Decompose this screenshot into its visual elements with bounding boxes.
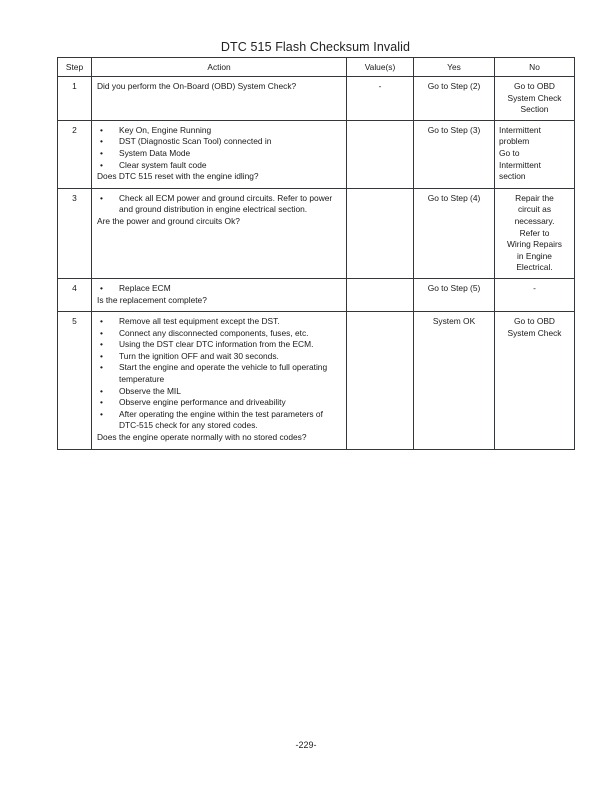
diagnostic-table — [57, 57, 575, 450]
action-bullet-item — [97, 160, 342, 172]
cell-no-line: circuit as — [517, 204, 552, 215]
column-header-action: Action — [92, 58, 347, 77]
action-bullet-item — [97, 148, 342, 160]
action-bullet-text: Turn the ignition OFF and wait 30 seconds. — [119, 350, 279, 361]
cell-step: 3 — [58, 188, 92, 278]
cell-action — [92, 188, 347, 278]
action-bullet-text: Replace ECM — [119, 282, 171, 293]
bullet-icon: • — [100, 362, 103, 373]
cell-no-line: in Engine — [517, 250, 552, 261]
cell-yes: System OK — [414, 312, 495, 450]
action-bullet-text: DST (Diagnostic Scan Tool) connected in — [119, 136, 272, 147]
action-bullet-text: Check all ECM power and ground circuits. Refer to power and ground distribution in engine electrical section. — [119, 192, 333, 215]
action-bullet-text: Using the DST clear DTC information from the ECM. — [119, 339, 314, 350]
action-bullet-item — [97, 397, 342, 409]
action-question-text: Are the power and ground circuits Ok? — [97, 215, 240, 226]
bullet-icon: • — [100, 316, 103, 327]
action-bullet-item — [97, 125, 342, 137]
table-header-row — [58, 58, 575, 77]
cell-step: 5 — [58, 312, 92, 450]
cell-value — [347, 278, 414, 311]
cell-no — [495, 77, 575, 121]
action-bullet-list — [97, 316, 342, 432]
cell-yes: Go to Step (5) — [414, 278, 495, 311]
cell-no-line: Wiring Repairs — [507, 239, 562, 250]
action-bullet-item — [97, 351, 342, 363]
action-question-text: Does the engine operate normally with no stored codes? — [97, 432, 307, 443]
bullet-icon: • — [100, 192, 103, 203]
action-bullet-item — [97, 362, 342, 385]
action-bullet-item — [97, 193, 342, 216]
bullet-icon: • — [100, 408, 103, 419]
page-number: -229- — [295, 740, 317, 750]
cell-step: 2 — [58, 120, 92, 188]
bullet-icon: • — [100, 136, 103, 147]
cell-step: 1 — [58, 77, 92, 121]
action-bullet-text: Clear system fault code — [119, 159, 207, 170]
action-bullet-list — [97, 283, 342, 295]
action-bullet-item — [97, 409, 342, 432]
bullet-icon: • — [100, 397, 103, 408]
action-bullet-text: Remove all test equipment except the DST. — [119, 316, 280, 327]
table-header — [58, 58, 575, 77]
action-question-text: Does DTC 515 reset with the engine idling? — [97, 171, 259, 182]
column-header-no: No — [495, 58, 575, 77]
cell-yes: Go to Step (3) — [414, 120, 495, 188]
table-row — [58, 278, 575, 311]
cell-action — [92, 120, 347, 188]
cell-no-line: Repair the — [515, 192, 554, 203]
cell-action — [92, 278, 347, 311]
page-title: DTC 515 Flash Checksum Invalid — [220, 40, 411, 54]
cell-value — [347, 120, 414, 188]
action-bullet-item — [97, 316, 342, 328]
cell-no-line: Go to OBD — [514, 316, 555, 327]
table-row — [58, 312, 575, 450]
cell-no-line: System Check — [507, 327, 562, 338]
cell-no-line: section — [499, 171, 526, 182]
cell-no-line: Go to — [499, 147, 520, 158]
cell-no-line: - — [533, 282, 536, 293]
column-header-yes: Yes — [414, 58, 495, 77]
action-bullet-list — [97, 193, 342, 216]
table-row — [58, 188, 575, 278]
bullet-icon: • — [100, 385, 103, 396]
cell-action — [92, 77, 347, 121]
action-question-text: Did you perform the On-Board (OBD) System Check? — [97, 81, 297, 91]
cell-no-line: problem — [499, 136, 530, 147]
action-bullet-text: Observe engine performance and driveability — [119, 397, 286, 408]
table-body — [58, 77, 575, 450]
bullet-icon: • — [100, 339, 103, 350]
action-bullet-item — [97, 339, 342, 351]
cell-no-line: Intermittent — [499, 159, 541, 170]
action-bullet-text: Observe the MIL — [119, 385, 181, 396]
cell-step: 4 — [58, 278, 92, 311]
action-bullet-list — [97, 125, 342, 171]
action-bullet-text: Key On, Engine Running — [119, 124, 212, 135]
action-bullet-item — [97, 328, 342, 340]
column-header-value: Value(s) — [347, 58, 414, 77]
cell-yes: Go to Step (4) — [414, 188, 495, 278]
cell-no-line: Electrical. — [516, 262, 553, 273]
action-question-text: Is the replacement complete? — [97, 294, 207, 305]
action-bullet-item — [97, 283, 342, 295]
table-row — [58, 77, 575, 121]
column-header-step: Step — [58, 58, 92, 77]
cell-no-line: Refer to — [519, 227, 550, 238]
action-bullet-text: Start the engine and operate the vehicle to full operating temperature — [119, 362, 328, 385]
cell-no — [495, 120, 575, 188]
bullet-icon: • — [100, 350, 103, 361]
bullet-icon: • — [100, 159, 103, 170]
bullet-icon: • — [100, 147, 103, 158]
cell-no-line: necessary. — [514, 215, 555, 226]
bullet-icon: • — [100, 124, 103, 135]
action-bullet-item — [97, 136, 342, 148]
cell-no — [495, 312, 575, 450]
bullet-icon: • — [100, 282, 103, 293]
cell-no-line: System Check — [507, 92, 562, 103]
bullet-icon: • — [100, 327, 103, 338]
cell-value: - — [347, 77, 414, 121]
cell-yes: Go to Step (2) — [414, 77, 495, 121]
action-bullet-text: System Data Mode — [119, 147, 191, 158]
action-bullet-text: After operating the engine within the test parameters of DTC-515 check for any stored codes. — [119, 408, 323, 431]
cell-no — [495, 278, 575, 311]
cell-value — [347, 312, 414, 450]
cell-no — [495, 188, 575, 278]
cell-no-line: Section — [520, 104, 549, 115]
cell-action — [92, 312, 347, 450]
action-bullet-text: Connect any disconnected components, fuses, etc. — [119, 327, 309, 338]
table-row — [58, 120, 575, 188]
cell-no-line: Go to OBD — [514, 81, 555, 91]
action-bullet-item — [97, 386, 342, 398]
cell-value — [347, 188, 414, 278]
cell-no-line: Intermittent — [499, 124, 541, 135]
